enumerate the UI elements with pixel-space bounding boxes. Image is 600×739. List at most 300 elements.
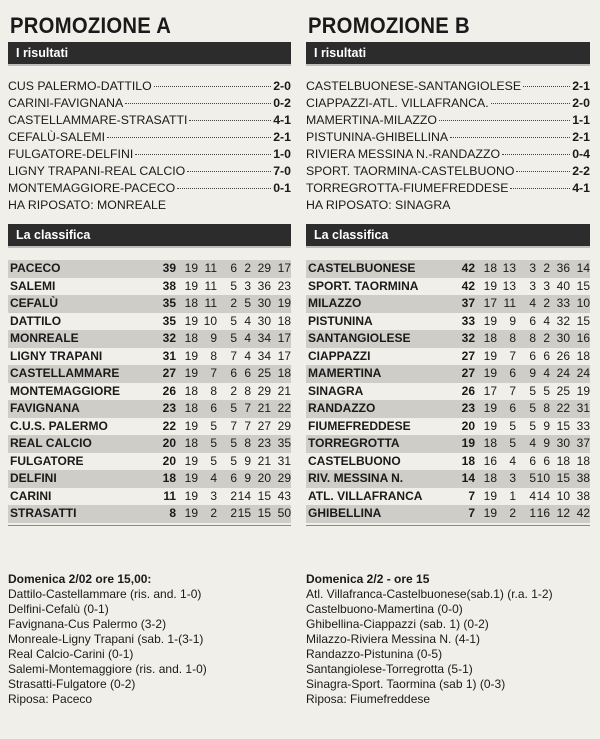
team-stat: 18 [556,453,570,468]
team-stat: 3 [509,471,516,485]
team-stat: 17 [277,331,291,345]
team-name: CASTELBUONESE [308,261,416,275]
team-stat: 2 [210,506,217,520]
dot-leader [189,120,271,121]
dot-leader [154,86,272,87]
table-row [8,453,291,471]
team-stat: 32 [556,313,570,328]
fixture-line: Randazzo-Pistunina (0-5) [306,646,443,661]
team-stat: 2 [543,296,550,310]
rest-team: HA RIPOSATO: MONREALE [8,198,167,212]
team-stat: 8 [210,383,217,398]
team-stat: 20 [257,471,271,485]
fixture-line: Riposa: Fiumefreddese [306,691,431,706]
team-name: MONREALE [10,331,79,345]
team-stat: 9 [543,436,550,450]
team-stat: 14 [536,488,550,503]
team-stat: 11 [204,261,217,275]
team-stat: 21 [257,453,271,468]
team-stat: 1 [509,488,516,503]
team-stat: 5 [509,418,516,433]
team-stat: 18 [483,471,497,485]
fixture-line: Dattilo-Castellammare (ris. and. 1-0) [8,586,202,601]
dot-leader [187,171,271,172]
result-match: PISTUNINA-GHIBELLINA [306,130,449,144]
team-points: 35 [162,313,176,328]
team-stat: 9 [244,471,251,485]
results-header: I risultati [306,42,590,66]
team-name: CIAPPAZZI [308,348,371,363]
fixture-line: Real Calcio-Carini (0-1) [8,646,134,661]
team-stat: 24 [556,366,570,380]
team-stat: 8 [244,436,251,450]
team-stat: 11 [503,296,516,310]
team-stat: 9 [244,453,251,468]
team-stat: 34 [257,348,271,363]
results-header: I risultati [8,42,291,66]
team-stat: 2 [230,296,237,310]
table-row [8,488,291,506]
team-points: 38 [162,278,176,293]
dot-leader [125,103,271,104]
team-stat: 15 [576,313,590,328]
result-row [8,146,291,163]
dot-leader [107,137,271,138]
fixture-line: Monreale-Ligny Trapani (sab. 1-(3-1) [8,631,204,646]
result-row [8,163,291,180]
team-stat: 31 [277,453,291,468]
result-match: CEFALÙ-SALEMI [8,130,106,144]
team-stat: 30 [257,296,271,310]
team-stat: 17 [277,261,291,275]
team-stat: 15 [237,506,251,520]
team-stat: 38 [576,488,590,503]
team-points: 14 [461,471,475,485]
team-stat: 18 [184,296,198,310]
dot-leader [177,188,271,189]
table-row [306,400,590,418]
team-stat: 29 [277,471,291,485]
team-stat: 7 [244,418,251,433]
team-stat: 42 [576,506,590,520]
team-stat: 19 [483,348,497,363]
result-row [306,129,590,146]
table-row [8,278,291,296]
result-score: 4-1 [572,181,590,195]
team-name: SINAGRA [308,383,364,398]
team-stat: 8 [244,383,251,398]
team-stat: 4 [529,436,536,450]
team-stat: 6 [543,453,550,468]
next-fixtures [306,572,590,707]
team-stat: 2 [230,488,237,503]
team-points: 32 [162,331,176,345]
team-stat: 5 [509,436,516,450]
team-stat: 5 [529,401,536,415]
team-stat: 3 [210,488,217,503]
team-stat: 18 [483,261,497,275]
section-title: PROMOZIONE B [308,13,470,38]
team-stat: 4 [543,366,550,380]
team-name: FULGATORE [10,453,84,468]
team-stat: 18 [184,436,198,450]
result-score: 2-1 [273,130,291,144]
team-name: RIV. MESSINA N. [308,471,404,485]
table-row [306,348,590,366]
table-row [8,470,291,488]
team-stat: 4 [543,313,550,328]
team-name: PISTUNINA [308,313,373,328]
table-row [8,383,291,401]
team-points: 20 [162,436,176,450]
team-stat: 19 [277,296,291,310]
fixture-line: Castelbuono-Mamertina (0-0) [306,601,463,616]
table-row [306,330,590,348]
team-points: 32 [461,331,475,345]
team-stat: 2 [244,261,251,275]
team-stat: 6 [529,453,536,468]
team-stat: 19 [184,348,198,363]
standings-header: La classifica [8,224,291,248]
team-stat: 31 [576,401,590,415]
team-name: ATL. VILLAFRANCA [308,488,423,503]
team-stat: 9 [529,366,536,380]
team-name: SPORT. TAORMINA [308,278,419,293]
team-points: 19 [461,436,475,450]
result-match: SPORT. TAORMINA-CASTELBUONO [306,164,515,178]
team-stat: 15 [257,488,271,503]
team-stat: 16 [483,453,497,468]
team-stat: 26 [556,348,570,363]
next-fixtures [8,572,291,707]
standings-table [306,260,590,526]
result-match: CIAPPAZZI-ATL. VILLAFRANCA. [306,96,489,110]
dot-leader [510,188,570,189]
team-stat: 15 [556,418,570,433]
team-points: 35 [162,296,176,310]
team-stat: 6 [230,366,237,380]
team-stat: 43 [277,488,291,503]
team-points: 27 [162,366,176,380]
team-stat: 17 [277,348,291,363]
table-row [306,453,590,471]
team-stat: 14 [576,261,590,275]
team-stat: 2 [230,383,237,398]
team-stat: 19 [184,453,198,468]
team-stat: 16 [536,506,550,520]
team-name: PACECO [10,261,61,275]
table-row [306,278,590,296]
team-name: CASTELLAMMARE [10,366,120,380]
team-stat: 6 [543,348,550,363]
dot-leader [516,171,570,172]
team-stat: 19 [483,401,497,415]
result-match: TORREGROTTA-FIUMEFREDDESE [306,181,509,195]
result-row [306,180,590,197]
team-points: 27 [461,348,475,363]
team-stat: 5 [210,436,217,450]
result-score: 2-1 [572,79,590,93]
result-score: 7-0 [273,164,291,178]
dot-leader [502,154,570,155]
team-points: 8 [169,506,176,520]
team-stat: 35 [277,436,291,450]
team-stat: 6 [230,471,237,485]
dot-leader [450,137,570,138]
team-stat: 21 [277,383,291,398]
promozione-a-column [8,0,291,707]
team-stat: 9 [210,331,217,345]
team-stat: 18 [483,331,497,345]
team-stat: 3 [529,278,536,293]
team-name: RANDAZZO [308,401,376,415]
team-stat: 8 [529,331,536,345]
team-stat: 15 [257,506,271,520]
team-name: SANTANGIOLESE [308,331,411,345]
team-stat: 13 [502,261,516,275]
team-name: REAL CALCIO [10,436,92,450]
team-stat: 5 [230,278,237,293]
team-stat: 17 [483,296,497,310]
team-points: 18 [162,471,176,485]
team-stat: 3 [529,261,536,275]
team-stat: 4 [244,313,251,328]
result-match: MAMERTINA-MILAZZO [306,113,437,127]
result-row [8,180,291,197]
result-score: 2-1 [572,130,590,144]
team-stat: 29 [257,383,271,398]
section-title: PROMOZIONE A [10,13,172,38]
standings-header: La classifica [306,224,590,248]
result-score: 2-0 [273,79,291,93]
result-score: 2-2 [572,164,590,178]
team-stat: 6 [529,313,536,328]
team-stat: 19 [483,488,497,503]
team-stat: 10 [203,313,217,328]
team-stat: 5 [210,418,217,433]
standings-table [8,260,291,526]
table-row [8,260,291,278]
team-points: 18 [461,453,475,468]
team-points: 27 [461,366,475,380]
team-points: 33 [461,313,475,328]
result-match: RIVIERA MESSINA N.-RANDAZZO [306,147,501,161]
results-list [8,78,291,214]
team-stat: 5 [529,418,536,433]
team-name: LIGNY TRAPANI [10,348,103,363]
team-stat: 10 [536,471,550,485]
team-stat: 19 [483,366,497,380]
team-stat: 10 [576,296,590,310]
team-stat: 37 [576,436,590,450]
fixture-line: Milazzo-Riviera Messina N. (4-1) [306,631,481,646]
team-stat: 19 [184,418,198,433]
table-row [306,488,590,506]
fixture-line: Santangiolese-Torregrotta (5-1) [306,661,473,676]
fixture-line: Favignana-Cus Palermo (3-2) [8,616,167,631]
team-stat: 36 [257,278,271,293]
result-score: 1-0 [273,147,291,161]
team-name: CEFALÙ [10,296,58,310]
team-stat: 19 [483,506,497,520]
team-stat: 19 [184,313,198,328]
result-score: 0-2 [273,96,291,110]
team-stat: 21 [257,401,271,415]
dot-leader [523,86,570,87]
team-stat: 38 [576,471,590,485]
team-stat: 22 [277,401,291,415]
team-stat: 2 [543,331,550,345]
team-stat: 33 [576,418,590,433]
team-stat: 19 [184,261,198,275]
result-row [306,95,590,112]
table-row [8,418,291,436]
result-match: LIGNY TRAPANI-REAL CALCIO [8,164,186,178]
team-stat: 7 [509,383,516,398]
team-stat: 1 [529,506,536,520]
team-stat: 30 [257,313,271,328]
table-row [8,330,291,348]
team-stat: 18 [483,436,497,450]
result-match: CASTELBUONESE-SANTANGIOLESE [306,79,522,93]
team-stat: 17 [483,383,497,398]
team-points: 11 [163,488,176,503]
team-stat: 29 [257,261,271,275]
table-row [306,418,590,436]
team-stat: 12 [556,506,570,520]
team-stat: 11 [204,296,217,310]
team-stat: 18 [576,348,590,363]
team-stat: 33 [556,296,570,310]
team-stat: 5 [529,471,536,485]
team-points: 42 [461,261,475,275]
team-stat: 40 [556,278,570,293]
team-stat: 23 [277,278,291,293]
team-stat: 18 [576,453,590,468]
team-name: CASTELBUONO [308,453,401,468]
team-stat: 30 [556,331,570,345]
team-stat: 13 [502,278,516,293]
team-name: CARINI [10,488,52,503]
team-stat: 6 [529,348,536,363]
team-points: 26 [461,383,475,398]
team-stat: 19 [184,506,198,520]
fixture-line: Ghibellina-Ciappazzi (sab. 1) (0-2) [306,616,489,631]
result-score: 4-1 [273,113,291,127]
results-list [306,78,590,214]
result-row [8,78,291,95]
team-stat: 16 [576,331,590,345]
team-stat: 19 [184,278,198,293]
team-stat: 4 [210,471,217,485]
team-stat: 6 [509,366,516,380]
team-stat: 2 [509,506,516,520]
result-row [8,112,291,129]
team-stat: 7 [230,348,237,363]
team-stat: 7 [244,401,251,415]
team-stat: 8 [509,331,516,345]
table-row [306,365,590,383]
team-stat: 19 [184,366,198,380]
team-stat: 15 [556,471,570,485]
result-match: MONTEMAGGIORE-PACECO [8,181,176,195]
table-row [8,295,291,313]
team-name: MAMERTINA [308,366,382,380]
team-stat: 7 [210,366,217,380]
table-row [306,295,590,313]
team-stat: 4 [509,453,516,468]
fixtures-header: Domenica 2/2 - ore 15 [306,571,430,586]
result-row [8,95,291,112]
result-score: 0-4 [572,147,590,161]
team-stat: 4 [244,348,251,363]
table-row [306,435,590,453]
team-points: 23 [461,401,475,415]
team-stat: 18 [184,331,198,345]
team-stat: 23 [257,436,271,450]
fixture-line: Atl. Villafranca-Castelbuonese(sab.1) (r.a. 1-2) [306,586,553,601]
team-stat: 5 [230,313,237,328]
team-name: MILAZZO [308,296,362,310]
team-points: 22 [162,418,176,433]
team-stat: 5 [529,383,536,398]
team-name: STRASATTI [10,506,77,520]
result-score: 1-1 [572,113,590,127]
team-stat: 7 [509,348,516,363]
team-stat: 10 [556,488,570,503]
fixture-line: Strasatti-Fulgatore (0-2) [8,676,136,691]
team-stat: 5 [210,453,217,468]
table-row [306,313,590,331]
team-stat: 5 [230,436,237,450]
result-row [306,112,590,129]
table-row [8,435,291,453]
fixture-line: Salemi-Montemaggiore (ris. and. 1-0) [8,661,207,676]
team-points: 20 [162,453,176,468]
team-stat: 5 [230,401,237,415]
team-stat: 7 [230,418,237,433]
team-points: 23 [162,401,176,415]
team-name: DATTILO [10,313,62,328]
team-name: GHIBELLINA [308,506,382,520]
table-row [8,505,291,523]
team-name: FIUMEFREDDESE [308,418,411,433]
result-row [306,163,590,180]
team-stat: 34 [257,331,271,345]
team-stat: 29 [277,418,291,433]
team-name: FAVIGNANA [10,401,80,415]
team-stat: 30 [556,436,570,450]
result-score: 2-0 [572,96,590,110]
table-row [8,400,291,418]
dot-leader [491,103,571,104]
team-stat: 36 [556,261,570,275]
team-stat: 3 [543,278,550,293]
team-name: SALEMI [10,278,56,293]
team-name: DELFINI [10,471,57,485]
team-stat: 27 [257,418,271,433]
team-stat: 2 [543,261,550,275]
table-row [306,505,590,523]
team-stat: 18 [184,401,198,415]
table-row [306,470,590,488]
team-stat: 4 [244,331,251,345]
team-stat: 3 [244,278,251,293]
team-stat: 8 [210,348,217,363]
team-stat: 6 [509,401,516,415]
team-stat: 9 [543,418,550,433]
result-score: 0-1 [273,181,291,195]
